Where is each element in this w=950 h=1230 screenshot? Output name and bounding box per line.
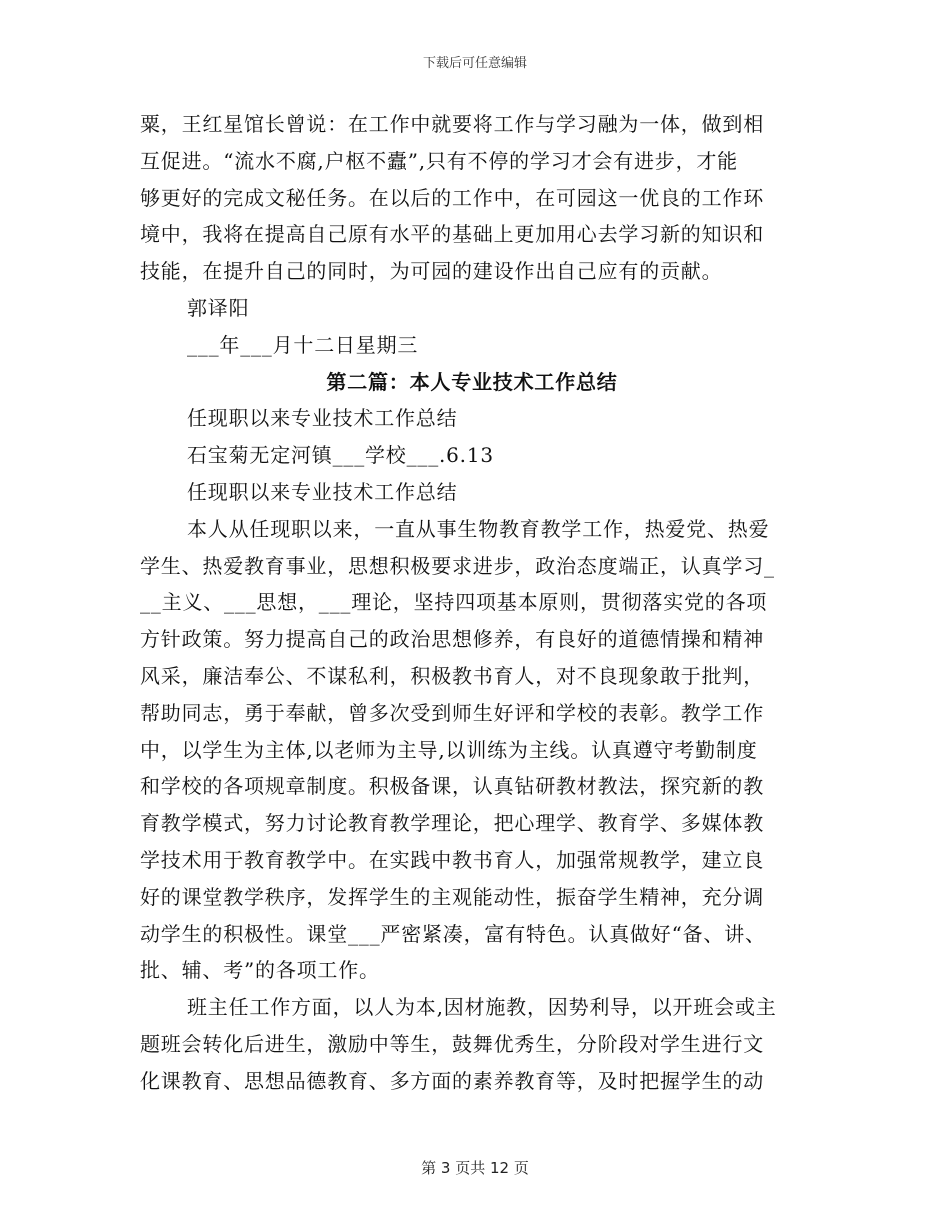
- section-heading: 第二篇：本人专业技术工作总结: [326, 369, 618, 394]
- paragraph-line: 动学生的积极性。课堂___严密紧凑，富有特色。认真做好“备、讲、: [140, 921, 766, 946]
- paragraph-line: 育教学模式，努力讨论教育教学理论，把心理学、教育学、多媒体教: [140, 811, 764, 836]
- document-body: [140, 106, 804, 1100]
- paragraph-line: 技能，在提升自己的同时，为可园的建设作出自己应有的贡献。: [140, 259, 723, 284]
- paragraph-line: 题班会转化后进生，激励中等生，鼓舞优秀生，分阶段对学生进行文: [140, 1031, 764, 1056]
- paragraph-line: 和学校的各项规章制度。积极备课，认真钻研教材教法，探究新的教: [140, 774, 764, 799]
- author-school-line: 石宝菊无定河镇___学校___.6.13: [187, 443, 494, 468]
- paragraph-line: 风采，廉洁奉公、不谋私利，积极教书育人，对不良现象敢于批判，: [140, 663, 764, 688]
- paragraph-line: 化课教育、思想品德教育、多方面的素养教育等，及时把握学生的动: [140, 1068, 764, 1093]
- paragraph-line: 班主任工作方面，以人为本,因材施教，因势利导，以开班会或主: [187, 995, 777, 1020]
- paragraph-line: 帮助同志，勇于奉献，曾多次受到师生好评和学校的表彰。教学工作: [140, 700, 764, 725]
- paragraph-line: 互促进。“流水不腐,户枢不蠹”,只有不停的学习才会有进步，才能: [140, 148, 738, 173]
- header-note: 下载后可任意编辑: [422, 56, 527, 71]
- paragraph-line: 批、辅、考”的各项工作。: [140, 958, 380, 983]
- author-name: 郭译阳: [187, 295, 250, 320]
- paragraph-line: __主义、___思想，___理论，坚持四项基本原则，贯彻落实党的各项: [140, 590, 768, 615]
- subtitle-line: 任现职以来专业技术工作总结: [187, 479, 458, 504]
- paragraph-line: 本人从任现职以来，一直从事生物教育教学工作，热爱党、热爱: [187, 516, 770, 541]
- subtitle-line: 任现职以来专业技术工作总结: [187, 406, 458, 431]
- paragraph-line: 学技术用于教育教学中。在实践中教书育人，加强常规教学，建立良: [140, 847, 764, 872]
- paragraph-line: 学生、热爱教育事业，思想积极要求进步，政治态度端正，认真学习_: [140, 553, 775, 578]
- paragraph-line: 中，以学生为主体,以老师为主导,以训练为主线。认真遵守考勤制度: [140, 737, 758, 762]
- date-line: ___年___月十二日星期三: [187, 332, 419, 357]
- paragraph-line: 够更好的完成文秘任务。在以后的工作中，在可园这一优良的工作环: [140, 185, 764, 210]
- paragraph-line: 好的课堂教学秩序，发挥学生的主观能动性，振奋学生精神，充分调: [140, 884, 764, 909]
- paragraph-line: 境中，我将在提高自己原有水平的基础上更加用心去学习新的知识和: [140, 222, 764, 247]
- paragraph-line: 粟，王红星馆长曾说：在工作中就要将工作与学习融为一体，做到相: [140, 112, 764, 136]
- paragraph-line: 方针政策。努力提高自己的政治思想修养，有良好的道德情操和精神: [140, 627, 764, 652]
- page-number-footer: 第 3 页共 12 页: [421, 1159, 529, 1177]
